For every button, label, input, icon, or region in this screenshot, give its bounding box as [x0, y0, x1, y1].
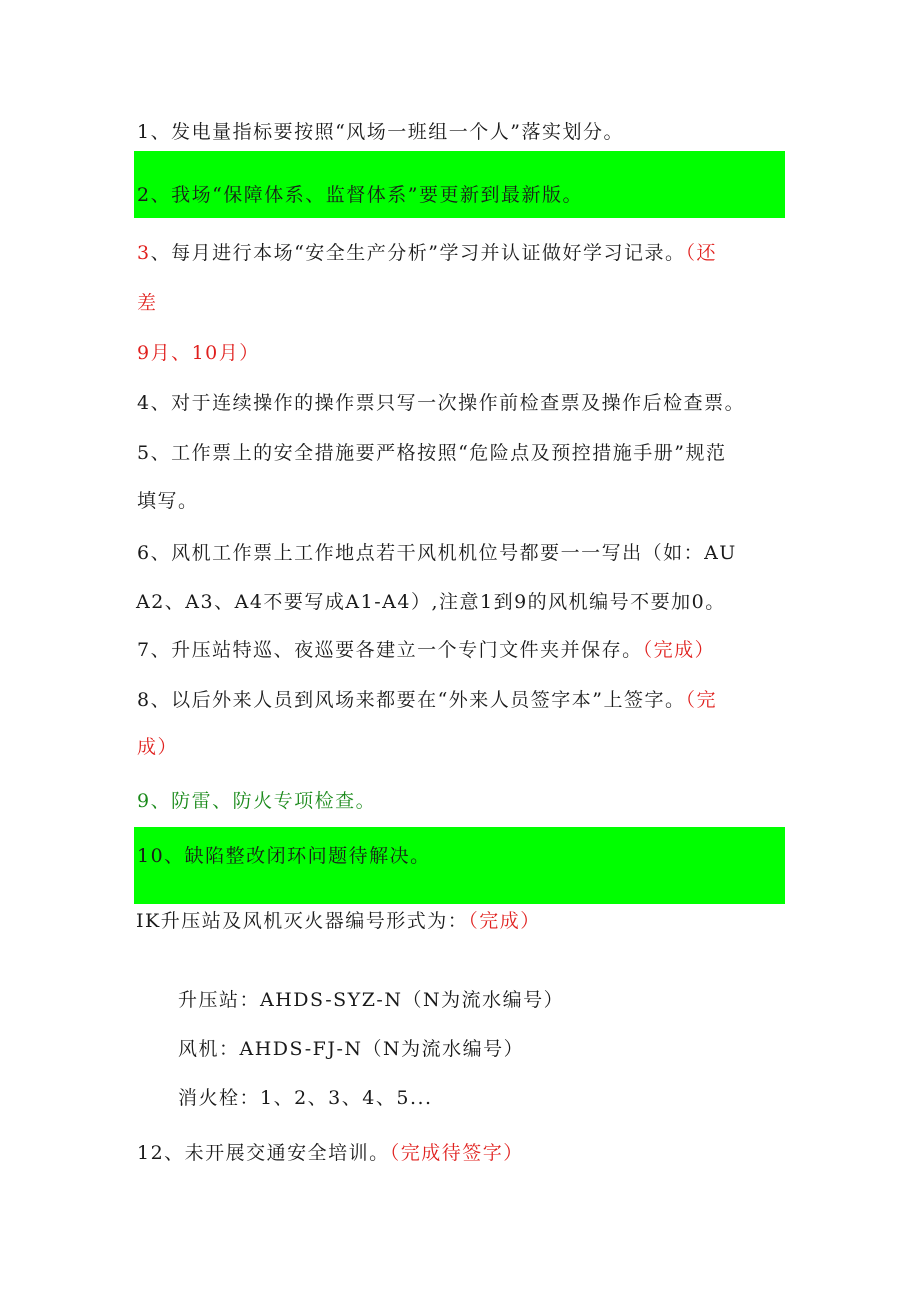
item-8-cont — [137, 734, 787, 760]
item-2-text: 2、我场“保障体系、监督体系”要更新到最新版。 — [137, 184, 584, 206]
sub-item-wind-turbine — [178, 1036, 828, 1062]
item-7 — [137, 637, 787, 663]
item-4-text: 4、对于连续操作的操作票只写一次操作前检查票及操作后检查票。 — [137, 392, 746, 414]
item-6 — [137, 540, 787, 566]
item-7-status: （完成） — [642, 639, 716, 661]
item-12 — [137, 1140, 787, 1166]
sub-item-hydrant — [178, 1085, 828, 1111]
item-3 — [137, 240, 787, 266]
item-12-status: （完成待签字） — [389, 1142, 524, 1164]
item-2 — [137, 182, 787, 208]
item-6-cont — [136, 589, 786, 615]
item-11-status: （完成） — [468, 910, 541, 932]
item-11-text: IK升压站及风机灭火器编号形式为： — [136, 910, 469, 932]
item-8-status: （完 — [685, 689, 718, 711]
item-3-note-months — [137, 340, 787, 366]
item-3-number: 3 — [137, 242, 151, 264]
item-12-text: 12、未开展交通安全培训。 — [137, 1142, 390, 1164]
item-10 — [137, 843, 787, 869]
item-3-text: 、每月进行本场“安全生产分析”学习并认证做好学习记录。 — [150, 242, 686, 264]
item-3-note: （还 — [685, 242, 718, 264]
item-1 — [137, 119, 787, 145]
sub-item-booster-station — [178, 987, 828, 1013]
item-5 — [137, 440, 787, 466]
item-11 — [136, 908, 786, 934]
item-3-note-cont — [137, 290, 787, 316]
item-10-text: 10、缺陷整改闭环问题待解决。 — [137, 845, 431, 867]
item-3-note-text: 差 — [137, 292, 158, 314]
sub-item-wind-turbine-text: 风机：AHDS-FJ-N（N为流水编号） — [178, 1038, 525, 1060]
item-5-cont — [137, 488, 787, 514]
sub-item-booster-station-text: 升压站：AHDS-SYZ-N（N为流水编号） — [178, 989, 565, 1011]
item-7-text: 7、升压站特巡、夜巡要各建立一个专门文件夹并保存。 — [137, 639, 643, 661]
item-4 — [137, 390, 787, 416]
item-9 — [137, 788, 787, 814]
sub-item-hydrant-text: 消火栓：1、2、3、4、5... — [178, 1087, 433, 1109]
item-5-text: 5、工作票上的安全措施要严格按照“危险点及预控措施手册”规范 — [137, 442, 727, 464]
item-6-text-cont: A2、A3、A4不要写成A1-A4）,注意1到9的风机编号不要加0。 — [136, 591, 726, 613]
item-9-text: 9、防雷、防火专项检查。 — [137, 790, 377, 812]
item-3-note-months-text: 9月、10月） — [137, 342, 260, 364]
item-8 — [137, 687, 787, 713]
item-6-text: 6、风机工作票上工作地点若干风机机位号都要一一写出（如：AU — [137, 542, 737, 564]
item-1-text: 1、发电量指标要按照“风场一班组一个人”落实划分。 — [137, 121, 625, 143]
item-5-text-cont: 填写。 — [137, 490, 199, 512]
item-8-status-cont: 成） — [137, 736, 179, 758]
item-8-text: 8、以后外来人员到风场来都要在“外来人员签字本”上签字。 — [137, 689, 686, 711]
